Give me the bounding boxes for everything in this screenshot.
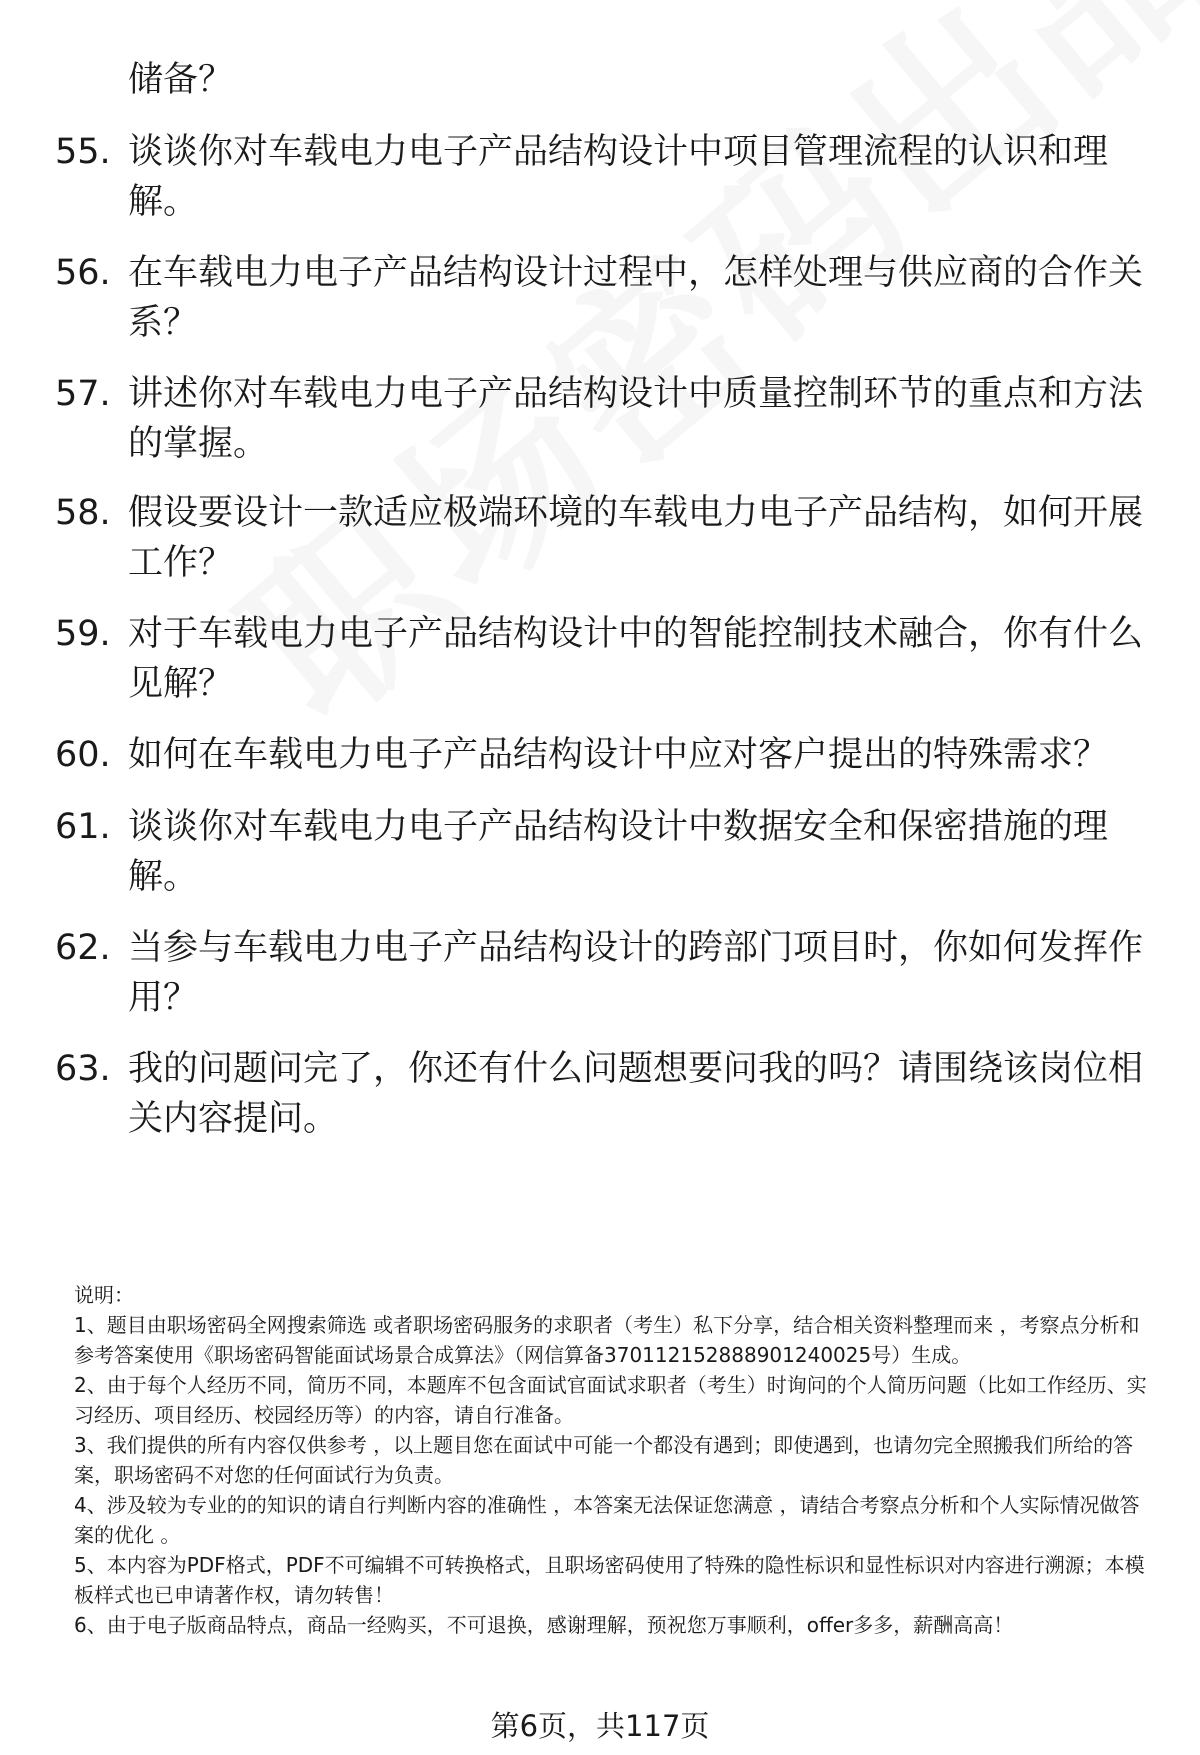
question-text: 在车载电力电子产品结构设计过程中，怎样处理与供应商的合作关系？ bbox=[128, 253, 1144, 343]
question-text: 谈谈你对车载电力电子产品结构设计中数据安全和保密措施的理解。 bbox=[128, 807, 1109, 897]
question-number: 62. bbox=[55, 928, 111, 968]
question-number: 59. bbox=[55, 614, 111, 654]
notes-section bbox=[74, 1280, 1159, 1640]
note-item-6: 6、由于电子版商品特点，商品一经购买，不可退换，感谢理解，预祝您万事顺利，offer多多，薪酬高高！ bbox=[74, 1613, 1014, 1637]
note-item-4: 4、涉及较为专业的的知识的请自行判断内容的准确性 ，本答案无法保证您满意 ，请结合考察点分析和个人实际情况做答案的优化 。 bbox=[74, 1493, 1140, 1547]
note-item-5: 5、本内容为PDF格式，PDF不可编辑不可转换格式，且职场密码使用了特殊的隐性标识和显性标识对内容进行溯源；本模板样式也已申请著作权，请勿转售！ bbox=[74, 1553, 1145, 1607]
note-item-3: 3、我们提供的所有内容仅供参考 ，以上题目您在面试中可能一个都没有遇到；即使遇到，也请勿完全照搬我们所给的答案，职场密码不对您的任何面试行为负责。 bbox=[74, 1433, 1134, 1487]
question-text: 对于车载电力电子产品结构设计中的智能控制技术融合，你有什么见解？ bbox=[128, 614, 1144, 704]
question-number: 60. bbox=[55, 735, 111, 775]
question-number: 56. bbox=[55, 253, 111, 293]
note-item-1: 1、题目由职场密码全网搜索筛选 或者职场密码服务的求职者（考生）私下分享，结合相关资料整理而来 ，考察点分析和参考答案使用《职场密码智能面试场景合成算法》（网信算备370112152888901240025号）生成。 bbox=[74, 1313, 1140, 1367]
question-text: 谈谈你对车载电力电子产品结构设计中项目管理流程的认识和理解。 bbox=[128, 132, 1109, 222]
page-number: 第6页，共117页 bbox=[490, 1709, 710, 1743]
question-number: 58. bbox=[55, 493, 111, 533]
question-text: 假设要设计一款适应极端环境的车载电力电子产品结构，如何开展工作？ bbox=[128, 493, 1144, 583]
question-text: 储备？ bbox=[128, 60, 234, 100]
question-number: 57. bbox=[55, 374, 111, 414]
question-number: 63. bbox=[55, 1049, 111, 1089]
question-number: 55. bbox=[55, 132, 111, 172]
question-text: 讲述你对车载电力电子产品结构设计中质量控制环节的重点和方法的掌握。 bbox=[128, 374, 1144, 464]
question-number: 61. bbox=[55, 807, 111, 847]
note-item-2: 2、由于每个人经历不同，简历不同，本题库不包含面试官面试求职者（考生）时询问的个人简历问题（比如工作经历、实习经历、项目经历、校园经历等）的内容，请自行准备。 bbox=[74, 1373, 1147, 1427]
notes-title: 说明： bbox=[74, 1283, 134, 1307]
question-text: 如何在车载电力电子产品结构设计中应对客户提出的特殊需求？ bbox=[128, 735, 1109, 775]
question-text: 当参与车载电力电子产品结构设计的跨部门项目时，你如何发挥作用？ bbox=[128, 928, 1144, 1018]
question-text: 我的问题问完了，你还有什么问题想要问我的吗？请围绕该岗位相关内容提问。 bbox=[128, 1049, 1144, 1139]
